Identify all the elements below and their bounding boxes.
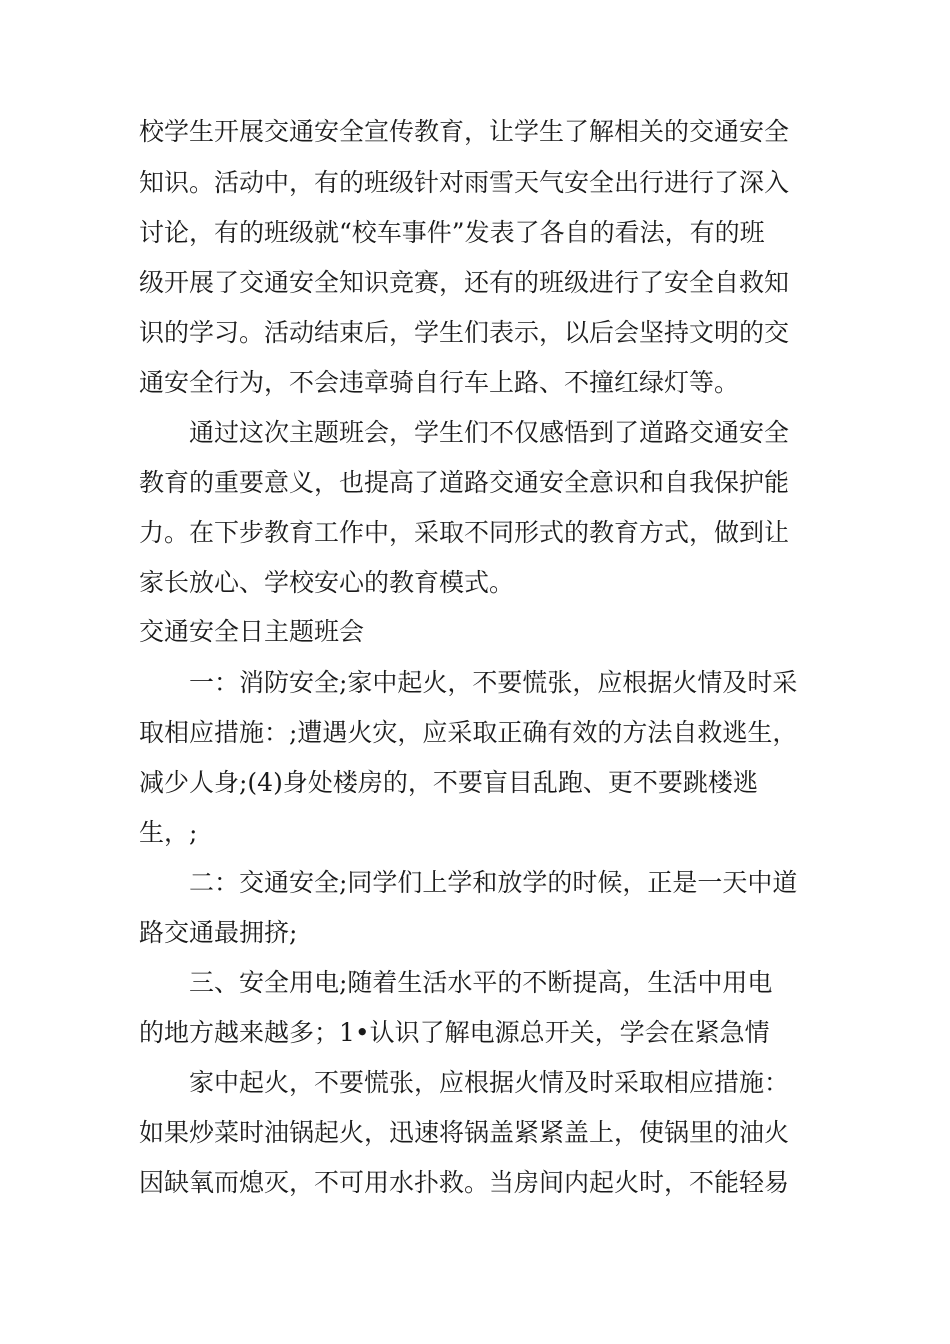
paragraph-first-line: 一：消防安全;家中起火，不要慌张，应根据火情及时采 [189,668,798,697]
text-line: 如果炒菜时油锅起火，迅速将锅盖紧紧盖上，使锅里的油火 [139,1118,790,1147]
text-line: 教育的重要意义，也提高了道路交通安全意识和自我保护能 [139,468,790,497]
text-line: 识的学习。活动结束后，学生们表示，以后会坚持文明的交 [139,318,790,347]
text-line: 的地方越来越多；1•认识了解电源总开关，学会在紧急情 [139,1018,770,1047]
text-line: 取相应措施：;遭遇火灾，应采取正确有效的方法自救逃生， [139,718,798,747]
text-line: 知识。活动中，有的班级针对雨雪天气安全出行进行了深入 [139,168,790,197]
text-line: 因缺氧而熄灭，不可用水扑救。当房间内起火时，不能轻易 [139,1168,790,1197]
text-line: 讨论，有的班级就“校车事件”发表了各自的看法，有的班 [139,218,765,247]
text-line: 力。在下步教育工作中，采取不同形式的教育方式，做到让 [139,518,790,547]
text-line: 通安全行为，不会违章骑自行车上路、不撞红绿灯等。 [139,368,740,397]
section-heading: 交通安全日主题班会 [139,617,365,646]
paragraph-first-line: 二：交通安全;同学们上学和放学的时候，正是一天中道 [189,868,798,897]
text-line: 级开展了交通安全知识竞赛，还有的班级进行了安全自救知 [139,268,790,297]
paragraph-first-line: 家中起火，不要慌张，应根据火情及时采取相应措施： [189,1068,790,1097]
text-line: 家长放心、学校安心的教育模式。 [139,568,515,597]
text-line: 校学生开展交通安全宣传教育，让学生了解相关的交通安全 [139,117,790,146]
text-line: 路交通最拥挤; [139,918,298,947]
text-line: 生，; [139,818,198,847]
text-line: 减少人身;(4)身处楼房的，不要盲目乱跑、更不要跳楼逃 [139,768,758,797]
paragraph-first-line: 通过这次主题班会，学生们不仅感悟到了道路交通安全 [189,418,790,447]
paragraph-first-line: 三、安全用电;随着生活水平的不断提高，生活中用电 [189,968,773,997]
